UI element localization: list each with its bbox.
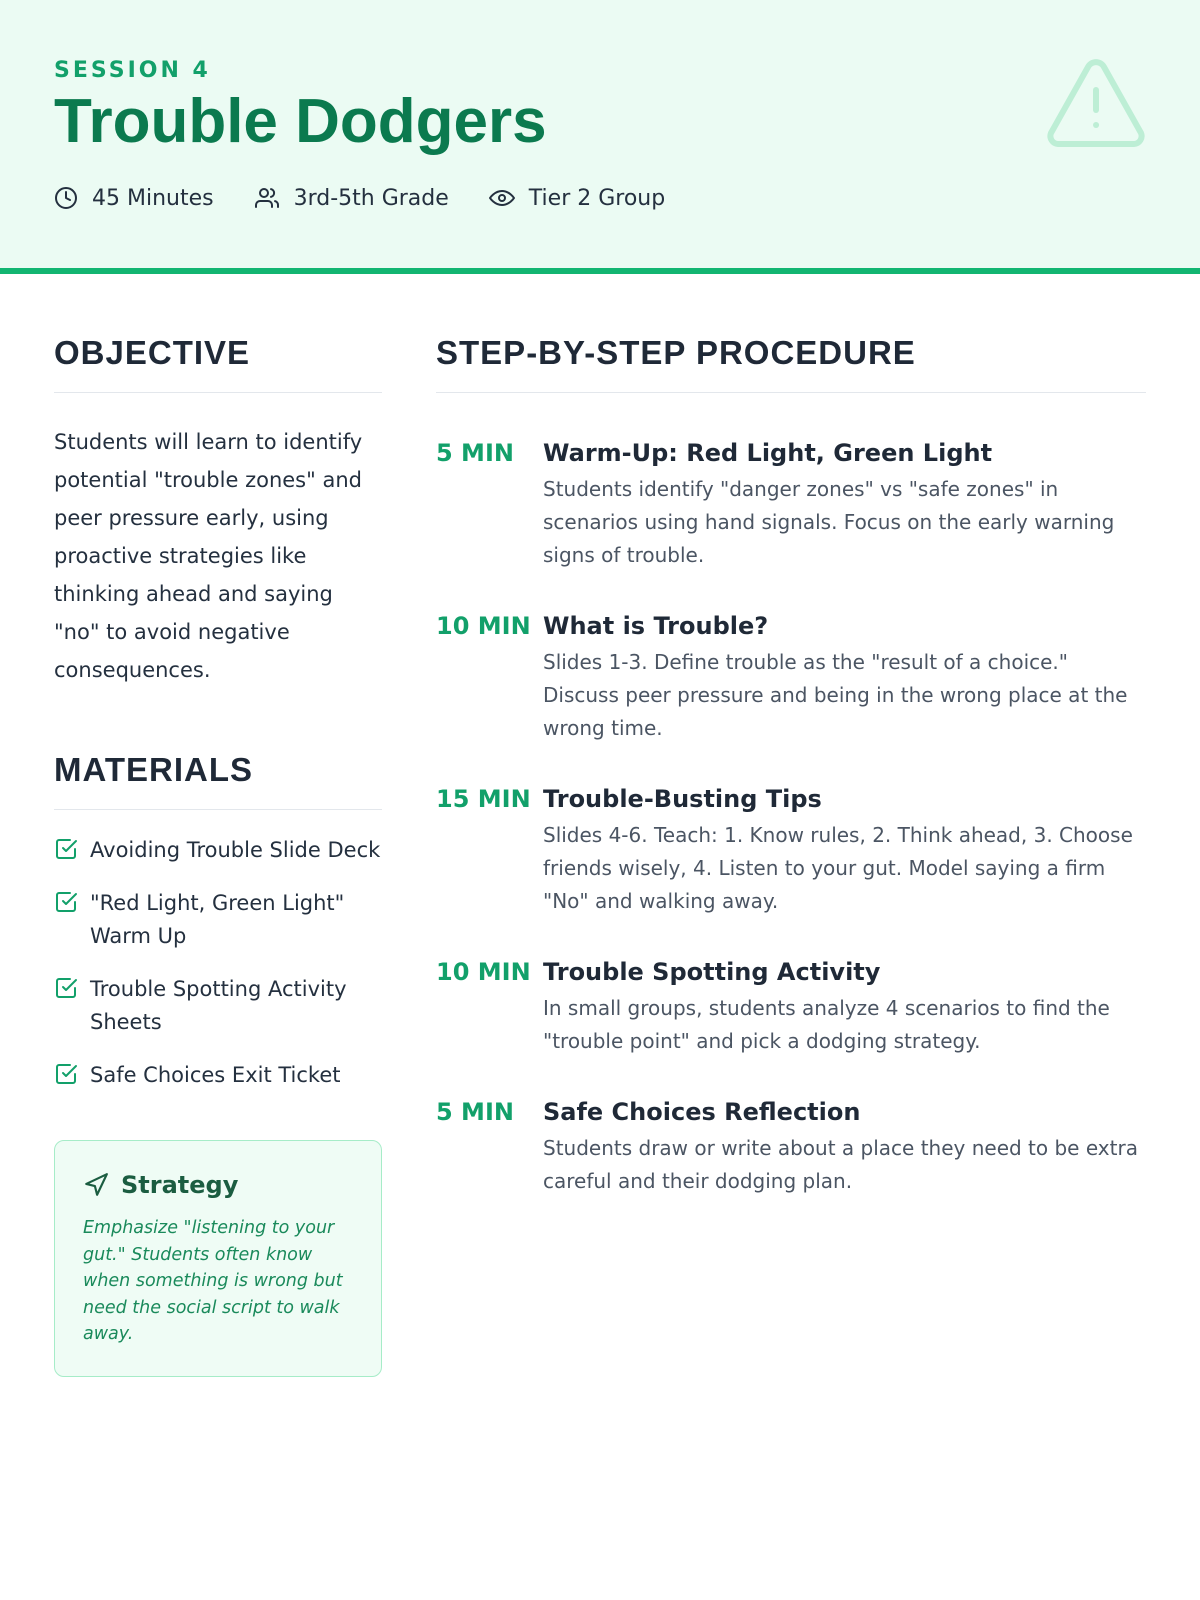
step-description: Students draw or write about a place they need to be extra careful and their dodging plan. [543, 1136, 1138, 1193]
material-item [54, 887, 382, 953]
procedure-step [436, 956, 1146, 1058]
meta-grade [254, 186, 449, 211]
objective-text: Students will learn to identify potential "trouble zones" and peer pressure early, using proactive strategies like thinking ahead and saying "no" to avoid negative consequences. [54, 430, 363, 682]
warning-triangle-icon [1046, 58, 1146, 150]
send-icon [83, 1172, 109, 1198]
step-title: What is Trouble? [543, 612, 769, 640]
step-description: Students identify "danger zones" vs "safe zones" in scenarios using hand signals. Focus on the early warning signs of trouble. [543, 477, 1115, 567]
step-title: Trouble Spotting Activity [543, 958, 881, 986]
step-title: Trouble-Busting Tips [543, 785, 822, 813]
meta-row [54, 186, 1146, 211]
step-time: 5 MIN [436, 439, 514, 467]
users-icon [254, 186, 280, 210]
step-title: Warm-Up: Red Light, Green Light [543, 439, 993, 467]
step-description: Slides 4-6. Teach: 1. Know rules, 2. Think ahead, 3. Choose friends wisely, 4. Listen to your gut. Model saying a firm "No" and walking away. [543, 823, 1133, 913]
material-label: "Red Light, Green Light" Warm Up [90, 891, 345, 948]
page-title: Trouble Dodgers [54, 87, 547, 156]
clock-icon [54, 186, 78, 210]
step-title: Safe Choices Reflection [543, 1098, 861, 1126]
left-column [54, 334, 382, 1377]
check-square-icon [54, 837, 78, 861]
step-time: 15 MIN [436, 785, 531, 813]
meta-group-text: Tier 2 Group [528, 185, 666, 211]
step-time: 10 MIN [436, 612, 531, 640]
page-header [0, 0, 1200, 274]
check-square-icon [54, 890, 78, 914]
procedure-heading: STEP-BY-STEP PROCEDURE [436, 334, 1146, 393]
strategy-heading-row [83, 1171, 353, 1199]
check-square-icon [54, 1062, 78, 1086]
step-description: In small groups, students analyze 4 scenarios to find the "trouble point" and pick a dodging strategy. [543, 996, 1110, 1053]
session-label: SESSION 4 [54, 58, 211, 83]
procedure-step [436, 437, 1146, 572]
material-label: Trouble Spotting Activity Sheets [90, 977, 347, 1034]
right-column [436, 334, 1146, 1377]
meta-grade-text: 3rd-5th Grade [293, 185, 449, 211]
meta-group [489, 186, 665, 211]
check-square-icon [54, 976, 78, 1000]
procedure-steps [436, 437, 1146, 1198]
procedure-step [436, 610, 1146, 745]
materials-heading: MATERIALS [54, 751, 382, 810]
material-label: Safe Choices Exit Ticket [90, 1063, 341, 1087]
step-body [543, 610, 1146, 745]
step-body [543, 783, 1146, 918]
procedure-step [436, 1096, 1146, 1198]
step-time: 5 MIN [436, 1098, 514, 1126]
material-item [54, 834, 382, 867]
strategy-text: Emphasize "listening to your gut." Students often know when something is wrong but need the social script to walk away. [83, 1218, 343, 1344]
materials-list [54, 834, 382, 1092]
strategy-box [54, 1140, 382, 1377]
objective-heading: OBJECTIVE [54, 334, 382, 393]
strategy-heading: Strategy [121, 1171, 239, 1199]
step-body [543, 1096, 1146, 1198]
step-body [543, 956, 1146, 1058]
material-item [54, 973, 382, 1039]
meta-duration-text: 45 Minutes [92, 185, 214, 211]
step-time: 10 MIN [436, 958, 531, 986]
main-content [0, 274, 1200, 1377]
step-description: Slides 1-3. Define trouble as the "result of a choice." Discuss peer pressure and being in the wrong place at the wrong time. [543, 650, 1128, 740]
material-item [54, 1059, 382, 1092]
procedure-step [436, 783, 1146, 918]
eye-icon [489, 186, 515, 210]
material-label: Avoiding Trouble Slide Deck [90, 838, 381, 862]
step-body [543, 437, 1146, 572]
meta-duration [54, 186, 214, 211]
